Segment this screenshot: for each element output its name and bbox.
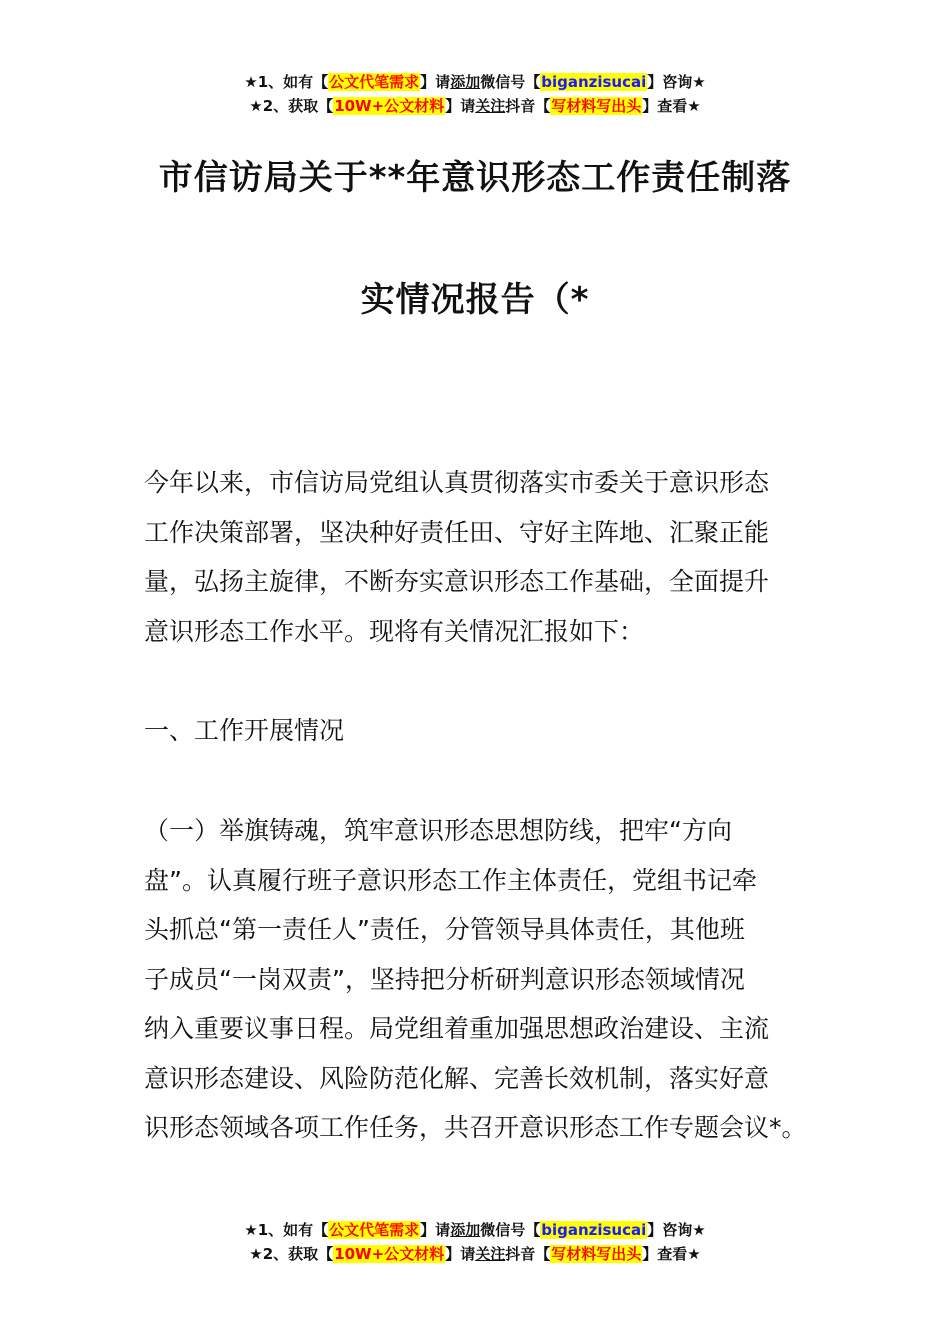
highlight-douyin: 写材料写出头: [551, 97, 642, 115]
banner-line-1: [0, 1218, 950, 1242]
banner-text: 】请: [445, 97, 476, 115]
paragraph-line: 头抓总“第一责任人”责任，分管领导具体责任，其他班: [144, 915, 745, 944]
banner-underlined: 添加: [450, 73, 481, 91]
highlight-materials: 10W+公文材料: [334, 97, 445, 115]
highlight-wechat-id: biganzisucai: [541, 73, 647, 91]
section-heading-text: 一、工作开展情况: [144, 716, 345, 745]
highlight-wechat-id: biganzisucai: [541, 1221, 647, 1239]
paragraph-line: 子成员“一岗双责”，坚持把分析研判意识形态领域情况: [144, 964, 745, 994]
banner-text: 】查看★: [642, 97, 701, 115]
paragraph-line: 识形态领域各项工作任务，共召开意识形态工作专题会议*。: [144, 1113, 807, 1142]
document-title-line-2: 实情况报告（*: [360, 280, 590, 320]
banner-underlined: 添加: [450, 1221, 481, 1239]
banner-text: 】咨询★: [647, 73, 706, 91]
paragraph-line: （一）举旗铸魂，筑牢意识形态思想防线，把牢“方向: [144, 816, 732, 845]
highlight-service: 公文代笔需求: [329, 1221, 420, 1239]
highlight-douyin: 写材料写出头: [551, 1245, 642, 1263]
intro-paragraph: [144, 458, 814, 656]
banner-line-2: [0, 1242, 950, 1266]
paragraph-line: 盘”。认真履行班子意识形态工作主体责任，党组书记牵: [144, 865, 757, 895]
highlight-materials: 10W+公文材料: [334, 1245, 445, 1263]
banner-underlined: 关注: [475, 97, 506, 115]
banner-text: 】请: [420, 73, 451, 91]
banner-text: 】请: [420, 1221, 451, 1239]
intro-line: 量，弘扬主旋律，不断夯实意识形态工作基础，全面提升: [144, 567, 770, 596]
banner-text: ★2、获取【: [249, 1245, 334, 1263]
intro-line: 今年以来，市信访局党组认真贯彻落实市委关于意识形态: [144, 468, 770, 497]
section-paragraph: [144, 806, 814, 1153]
document-title-line-1: 市信访局关于**年意识形态工作责任制落: [158, 158, 792, 198]
banner-text: 】咨询★: [647, 1221, 706, 1239]
banner-underlined: 关注: [475, 1245, 506, 1263]
highlight-service: 公文代笔需求: [329, 73, 420, 91]
banner-text: 】查看★: [642, 1245, 701, 1263]
banner-text: 抖音【: [505, 97, 551, 115]
banner-text: ★1、如有【: [244, 1221, 329, 1239]
footer-banner: [0, 1218, 950, 1266]
banner-text: 抖音【: [505, 1245, 551, 1263]
banner-text: 微信号【: [480, 1221, 541, 1239]
banner-text: ★1、如有【: [244, 73, 329, 91]
banner-text: 】请: [445, 1245, 476, 1263]
header-banner: [0, 70, 950, 118]
banner-line-1: [0, 70, 950, 94]
intro-line: 工作决策部署，坚决种好责任田、守好主阵地、汇聚正能: [144, 517, 770, 547]
section-heading: [144, 706, 814, 756]
intro-line: 意识形态工作水平。现将有关情况汇报如下：: [144, 616, 645, 646]
banner-text: 微信号【: [480, 73, 541, 91]
banner-text: ★2、获取【: [249, 97, 334, 115]
banner-line-2: [0, 94, 950, 118]
paragraph-line: 意识形态建设、风险防范化解、完善长效机制，落实好意: [144, 1063, 770, 1093]
paragraph-line: 纳入重要议事日程。局党组着重加强思想政治建设、主流: [144, 1014, 770, 1043]
